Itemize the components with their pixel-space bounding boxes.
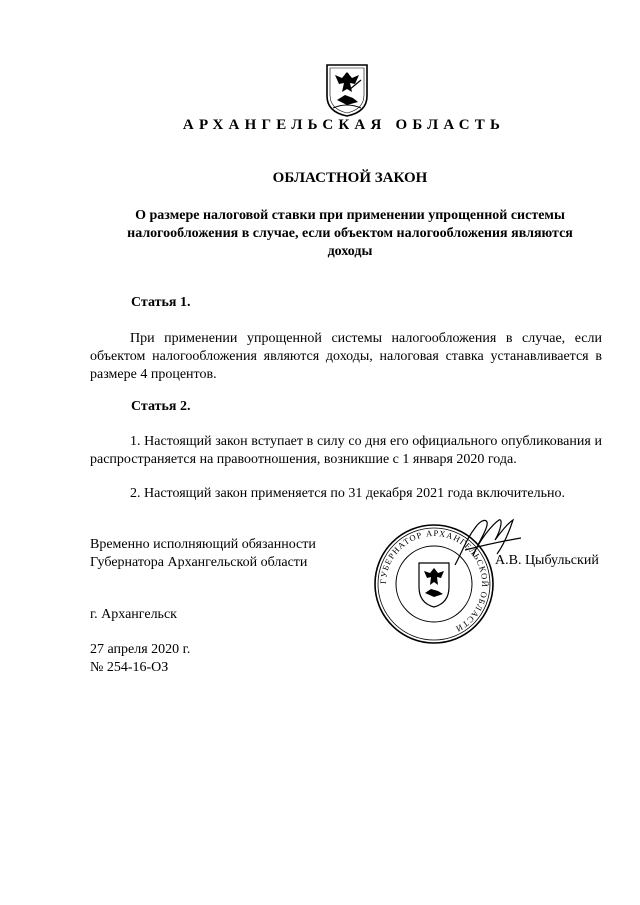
signer-name: А.В. Цыбульский <box>495 553 599 568</box>
article-2-text-2: 2. Настоящий закон применяется по 31 декабря 2021 года включительно. <box>130 486 565 501</box>
law-title-line: налогообложения в случае, если объектом налогообложения являются <box>127 226 573 241</box>
article-2-paragraph-1 <box>90 433 602 469</box>
article-2-heading: Статья 2. <box>131 399 191 414</box>
law-type: ОБЛАСТНОЙ ЗАКОН <box>272 170 428 186</box>
city: г. Архангельск <box>90 607 177 622</box>
law-number: № 254-16-ОЗ <box>90 660 169 675</box>
signer-position-line2: Губернатора Архангельской области <box>90 555 308 570</box>
law-title-line: доходы <box>327 244 373 259</box>
region-name: АРХАНГЕЛЬСКАЯ ОБЛАСТЬ <box>182 117 506 133</box>
date: 27 апреля 2020 г. <box>90 642 191 657</box>
law-title <box>100 207 600 261</box>
article-1-paragraph <box>90 330 602 384</box>
article-2-paragraph-2 <box>90 485 602 503</box>
seal-text: ГУБЕРНАТОР АРХАНГЕЛЬСКОЙ ОБЛАСТИ <box>377 527 491 635</box>
coat-of-arms-icon <box>325 62 369 118</box>
signer-position-line1: Временно исполняющий обязанности <box>90 537 316 552</box>
article-1-text: При применении упрощенной системы налогообложения в случае, если объектом налогообложения являются доходы, налоговая ставка устанавливается в размере 4 процентов. <box>90 331 602 382</box>
article-2-text-1: 1. Настоящий закон вступает в силу со дня его официального опубликования и распространяется на правоотношения, возникшие с 1 января 2020 года. <box>90 434 602 467</box>
law-title-line: О размере налоговой ставки при применении упрощенной системы <box>135 208 565 223</box>
article-1-heading: Статья 1. <box>131 295 191 310</box>
